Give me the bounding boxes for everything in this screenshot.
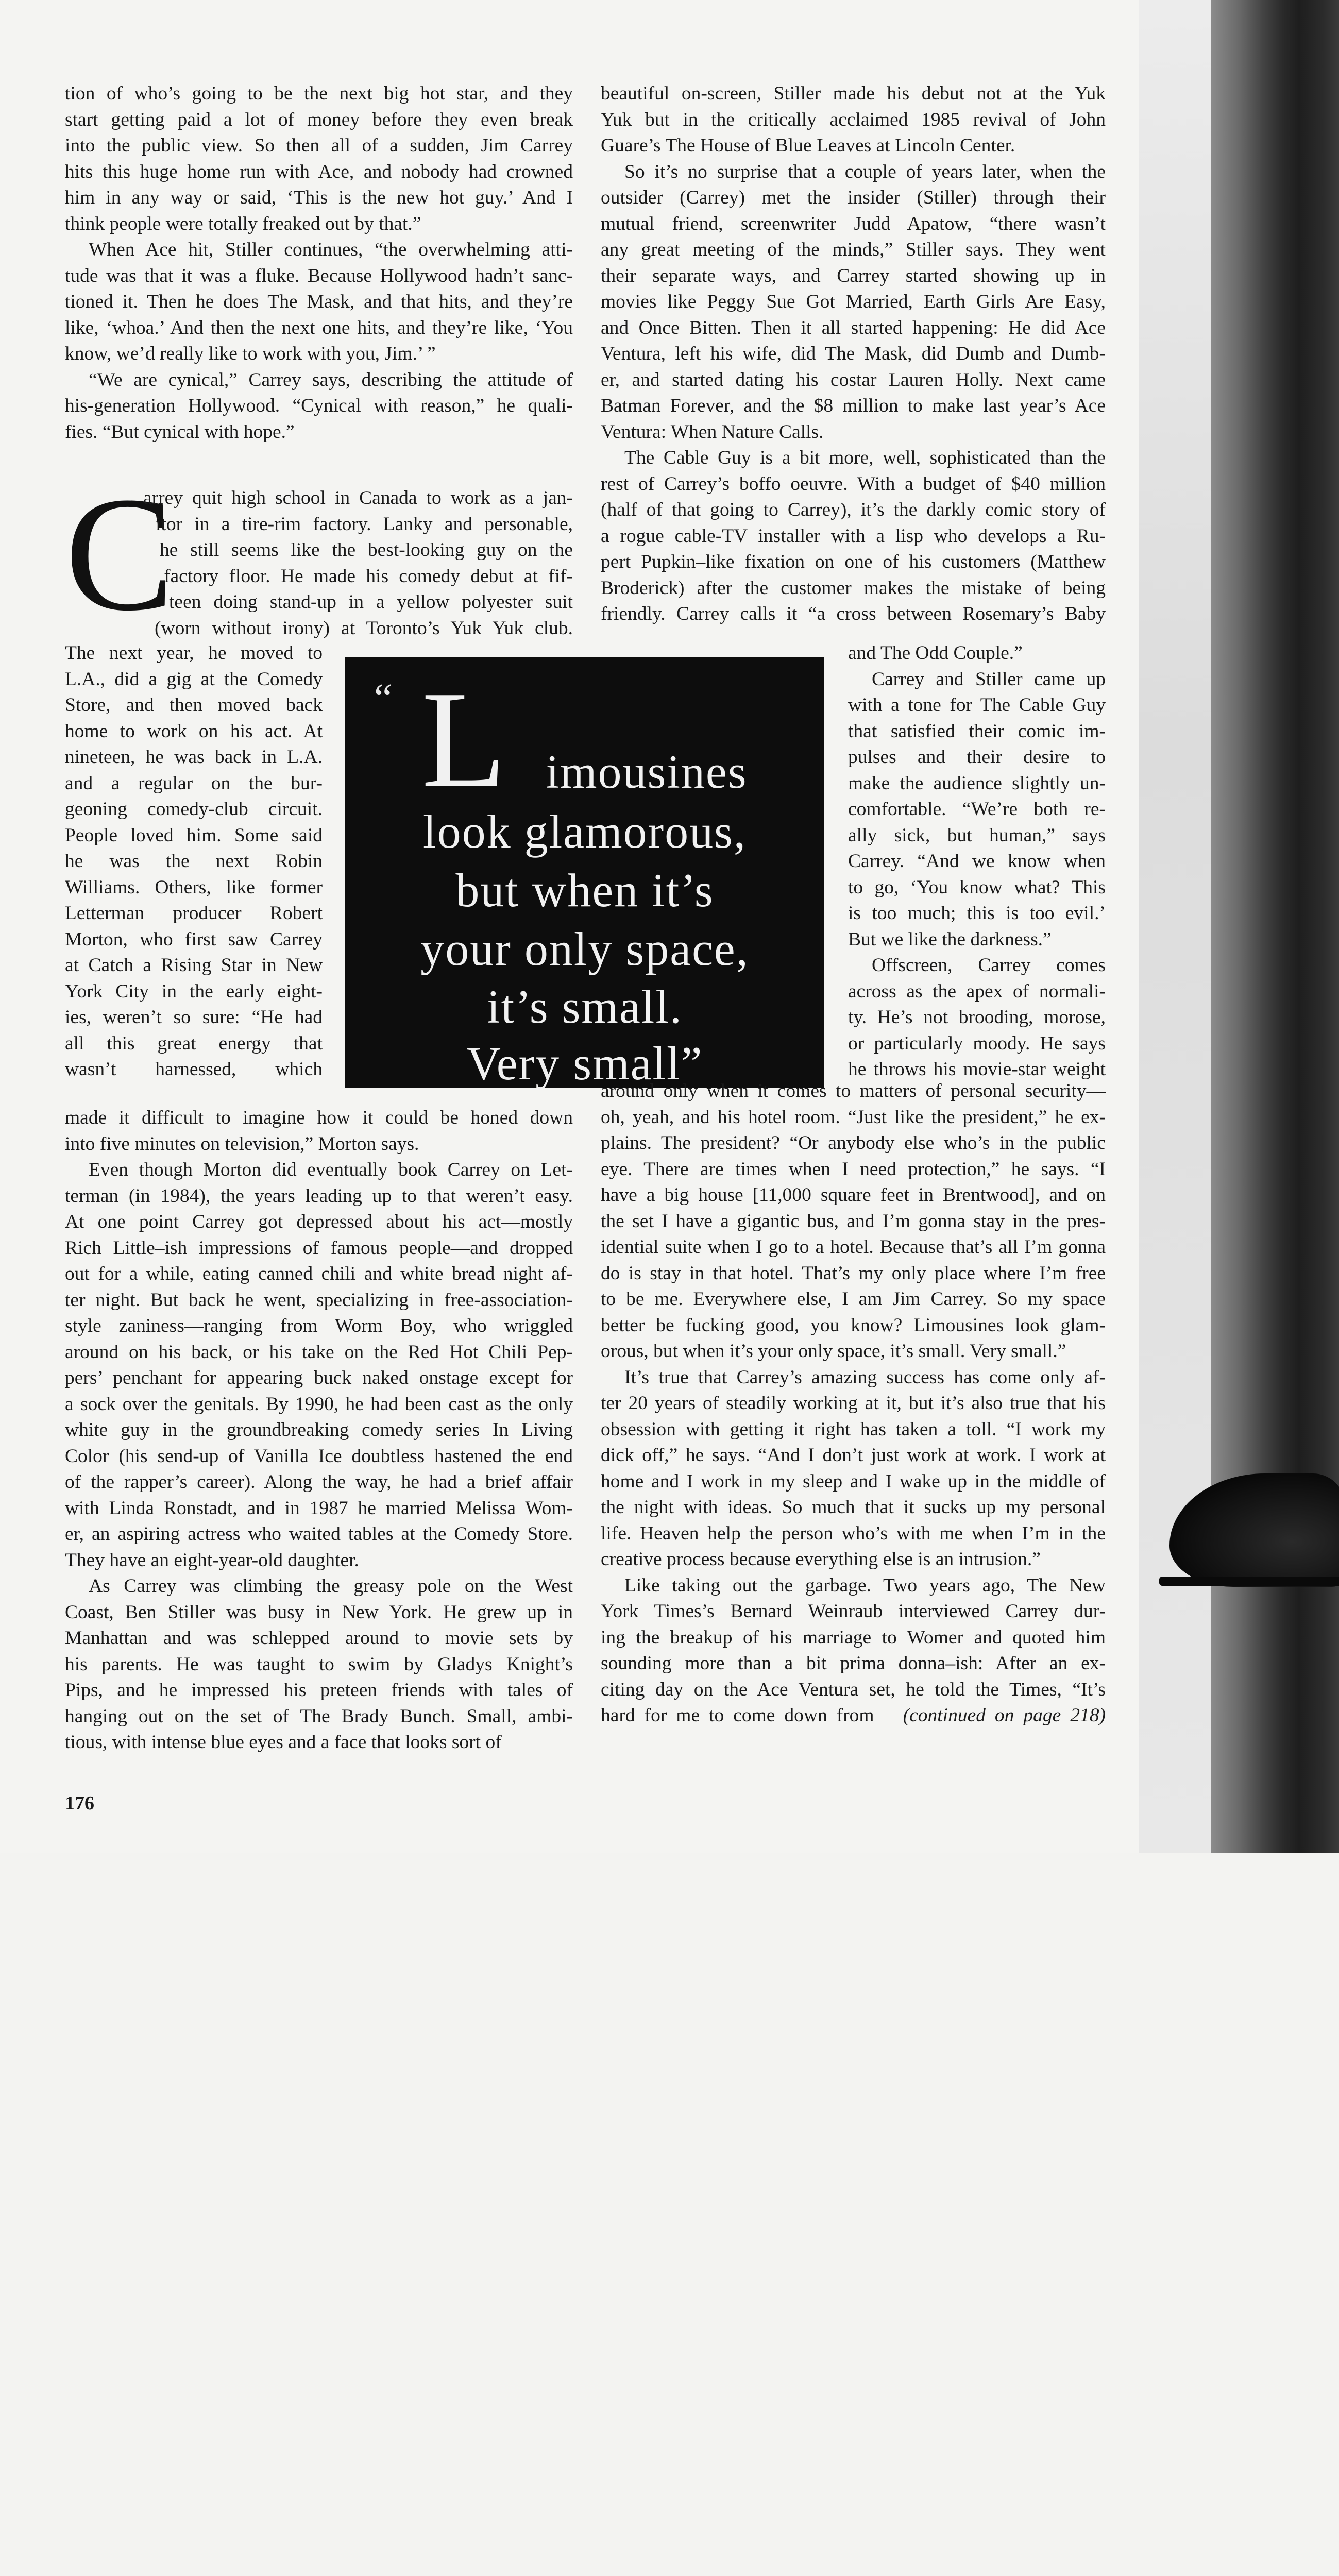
text-line: Ventura, left his wife, did The Mask, did Dumb and Dumb- bbox=[601, 343, 1106, 364]
text-line: nineteen, he was back in L.A. bbox=[65, 747, 323, 768]
text-line: factory floor. He made his comedy debut at fif- bbox=[164, 565, 573, 587]
text-line: Letterman producer Robert bbox=[65, 903, 323, 924]
text-line: out for a while, eating canned chili and white bread night af- bbox=[65, 1263, 573, 1284]
text-line: mutual friend, screenwriter Judd Apatow, “there wasn’t bbox=[601, 213, 1106, 234]
text-line: better be fucking good, you know? Limousines look glam- bbox=[601, 1314, 1106, 1336]
text-line: him in any way or said, ‘This is the new hot guy.’ And I bbox=[65, 187, 573, 208]
text-line: he throws his movie-star weight bbox=[848, 1059, 1106, 1080]
text-line: know, we’d really like to work with you, Jim.’ ” bbox=[65, 343, 436, 364]
text-line: comfortable. “We’re both re- bbox=[848, 799, 1106, 820]
text-line: It’s true that Carrey’s amazing success has come only af- bbox=[624, 1366, 1106, 1388]
text-line: ty. He’s not brooding, morose, bbox=[848, 1007, 1106, 1028]
pull-quote-line-2: look glamorous, bbox=[423, 805, 747, 858]
text-line: Rich Little–ish impressions of famous people—and dropped bbox=[65, 1237, 573, 1259]
text-line: into five minutes on television,” Morton says. bbox=[65, 1133, 419, 1155]
text-line: his parents. He was taught to swim by Gladys Knight’s bbox=[65, 1653, 573, 1675]
photo-strip bbox=[1139, 0, 1339, 1853]
text-line: a sock over the genitals. By 1990, he had been cast as the only bbox=[65, 1393, 573, 1415]
text-line: a rogue cable-TV installer with a lisp who develops a Ru- bbox=[601, 525, 1106, 547]
pull-quote-line-4: your only space, bbox=[420, 923, 749, 975]
text-line: As Carrey was climbing the greasy pole on the West bbox=[89, 1575, 573, 1597]
text-line: white guy in the groundbreaking comedy series In Living bbox=[65, 1419, 573, 1440]
text-line: York Times’s Bernard Weinraub interviewed Carrey dur- bbox=[601, 1601, 1106, 1622]
text-line-content: hard for me to come down from bbox=[601, 1705, 874, 1726]
photo-credit bbox=[1325, 1587, 1338, 2576]
continued-note: (continued on page 218) bbox=[903, 1705, 1106, 1726]
text-line: across as the apex of normali- bbox=[848, 980, 1106, 1002]
pull-quote-open-mark: “ bbox=[374, 676, 393, 721]
text-line: or particularly moody. He says bbox=[848, 1032, 1106, 1054]
text-line: Williams. Others, like former bbox=[65, 876, 323, 898]
text-line: the night with ideas. So much that it sucks up my personal bbox=[601, 1497, 1106, 1518]
text-line: pers’ penchant for appearing buck naked onstage except for bbox=[65, 1367, 573, 1388]
text-line: of the rapper’s career). Along the way, he had a brief affair bbox=[65, 1471, 573, 1493]
text-line: pulses and their desire to bbox=[848, 747, 1106, 768]
text-line: start getting paid a lot of money before they even break bbox=[65, 109, 573, 130]
text-line: Pips, and he impressed his preteen friends with tales of bbox=[65, 1680, 573, 1701]
text-line: Ventura: When Nature Calls. bbox=[601, 421, 824, 443]
text-line: The next year, he moved to bbox=[65, 642, 323, 664]
text-line: dick off,” he says. “And I don’t just work at work. I work at bbox=[601, 1445, 1106, 1466]
pull-quote-line-5: it’s small. bbox=[487, 980, 683, 1033]
text-line: At one point Carrey got depressed about his act—mostly bbox=[65, 1211, 573, 1232]
text-line: itor in a tire-rim factory. Lanky and personable, bbox=[156, 513, 573, 535]
text-line bbox=[601, 1703, 1106, 1729]
text-line: his-generation Hollywood. “Cynical with reason,” he quali- bbox=[65, 395, 573, 416]
text-line: fies. “But cynical with hope.” bbox=[65, 421, 295, 443]
text-line: friendly. Carrey calls it “a cross between Rosemary’s Baby bbox=[601, 603, 1106, 624]
text-line: Offscreen, Carrey comes bbox=[872, 955, 1106, 976]
pull-quote bbox=[345, 657, 824, 1088]
text-line: eye. There are times when I need protection,” he says. “I bbox=[601, 1158, 1106, 1180]
text-line: Like taking out the garbage. Two years ago, The New bbox=[624, 1574, 1106, 1596]
column-1-bottom bbox=[65, 1105, 573, 1756]
text-line: tious, with intense blue eyes and a face that looks sort of bbox=[65, 1732, 502, 1753]
text-line: do is stay in that hotel. That’s my only place where I’m free bbox=[601, 1262, 1106, 1284]
text-line: made it difficult to imagine how it could be honed down bbox=[65, 1107, 573, 1128]
text-line: beautiful on-screen, Stiller made his debut not at the Yuk bbox=[601, 83, 1106, 104]
text-line: that satisfied their comic im- bbox=[848, 720, 1106, 742]
text-line: around on his back, or his take on the Red Hot Chili Pep- bbox=[65, 1341, 573, 1363]
text-line: But we like the darkness.” bbox=[848, 928, 1052, 950]
column-2-bottom bbox=[601, 1078, 1106, 1729]
text-line: think people were totally freaked out by that.” bbox=[65, 213, 421, 234]
column-2-narrow bbox=[848, 640, 1106, 1083]
text-line: he was the next Robin bbox=[65, 851, 323, 872]
pull-quote-line-6: Very small” bbox=[466, 1037, 703, 1090]
text-line: ter 20 years of steadily working at it, but it’s also true that his bbox=[601, 1393, 1106, 1414]
text-line: York City in the early eight- bbox=[65, 980, 323, 1002]
text-line: wasn’t harnessed, which bbox=[65, 1059, 323, 1080]
text-line: the set I have a gigantic bus, and I’m gonna stay in the pres- bbox=[601, 1210, 1106, 1232]
text-line: They have an eight-year-old daughter. bbox=[65, 1549, 359, 1571]
text-line: home and I work in my sleep and I wake up in the middle of bbox=[601, 1470, 1106, 1492]
text-line: (worn without irony) at Toronto’s Yuk Yuk club. bbox=[155, 617, 573, 639]
text-line: Manhattan and was schlepped around to movie sets by bbox=[65, 1628, 573, 1649]
text-line: into the public view. So then all of a sudden, Jim Carrey bbox=[65, 135, 573, 156]
text-line: Carrey. “And we know when bbox=[848, 851, 1106, 872]
text-line: he still seems like the best-looking guy on the bbox=[160, 539, 573, 561]
text-line: creative process because everything else is an intrusion.” bbox=[601, 1549, 1041, 1570]
text-line: movies like Peggy Sue Got Married, Earth Girls Are Easy, bbox=[601, 291, 1106, 312]
text-line: (half of that going to Carrey), it’s the darkly comic story of bbox=[601, 499, 1106, 520]
column-2-top bbox=[601, 81, 1106, 628]
text-line: Carrey and Stiller came up bbox=[872, 668, 1106, 690]
text-line: and a regular on the bur- bbox=[65, 772, 323, 794]
text-line: ter night. But back he went, specializing in free-association- bbox=[65, 1289, 573, 1311]
text-line: and Once Bitten. Then it all started happening: He did Ace bbox=[601, 317, 1106, 338]
text-line: with a tone for The Cable Guy bbox=[848, 694, 1106, 716]
text-line: Color (his send-up of Vanilla Ice doubtless hastened the end bbox=[65, 1445, 573, 1467]
text-line: “We are cynical,” Carrey says, describing the attitude of bbox=[89, 369, 573, 391]
text-line: ies, weren’t so sure: “He had bbox=[65, 1007, 323, 1028]
page-number: 176 bbox=[65, 1792, 94, 1814]
text-line: to go, ‘You know what? This bbox=[848, 876, 1106, 898]
text-line: is too much; this is too evil.’ bbox=[848, 903, 1106, 924]
text-line: all this great energy that bbox=[65, 1032, 323, 1054]
pull-quote-line-1: imousines bbox=[546, 745, 748, 798]
text-line: tion of who’s going to be the next big hot star, and they bbox=[65, 83, 573, 104]
text-line: oh, yeah, and his hotel room. “Just like the president,” he ex- bbox=[601, 1106, 1106, 1128]
text-line: Even though Morton did eventually book Carrey on Let- bbox=[89, 1159, 573, 1180]
text-line: with Linda Ronstadt, and in 1987 he married Melissa Wom- bbox=[65, 1497, 573, 1519]
text-line: geoning comedy-club circuit. bbox=[65, 799, 323, 820]
text-line: People loved him. Some said bbox=[65, 824, 323, 846]
text-line: tioned it. Then he does The Mask, and that hits, and they’re bbox=[65, 291, 573, 312]
text-line: The Cable Guy is a bit more, well, sophisticated than the bbox=[624, 447, 1106, 468]
text-line: at Catch a Rising Star in New bbox=[65, 955, 323, 976]
pull-quote-line-3: but when it’s bbox=[455, 864, 714, 917]
text-line: Yuk but in the critically acclaimed 1985 revival of John bbox=[601, 109, 1106, 130]
drop-cap: C bbox=[65, 463, 175, 645]
text-line: style zaniness—ranging from Worm Boy, who wriggled bbox=[65, 1315, 573, 1336]
text-line: When Ace hit, Stiller continues, “the overwhelming atti- bbox=[89, 239, 573, 260]
text-line: er, an aspiring actress who waited tables at the Comedy Store. bbox=[65, 1523, 573, 1545]
text-line: er, and started dating his costar Lauren Holly. Next came bbox=[601, 369, 1106, 391]
text-line: hanging out on the set of The Brady Bunch. Small, ambi- bbox=[65, 1705, 573, 1727]
text-line: terman (in 1984), the years leading up to that weren’t easy. bbox=[65, 1185, 573, 1207]
pull-quote-initial: L bbox=[421, 663, 506, 817]
dropcap-paragraph bbox=[143, 485, 573, 641]
text-line: orous, but when it’s your only space, it’s small. Very small.” bbox=[601, 1341, 1066, 1362]
column-1-narrow bbox=[65, 640, 323, 1083]
text-line: tude was that it was a fluke. Because Hollywood hadn’t sanc- bbox=[65, 265, 573, 286]
text-line: like, ‘whoa.’ And then the next one hits, and they’re like, ‘You bbox=[65, 317, 573, 338]
text-line: around only when it comes to matters of personal security— bbox=[601, 1080, 1106, 1101]
text-line: ally sick, but human,” says bbox=[848, 824, 1106, 846]
text-line: Coast, Ben Stiller was busy in New York. He grew up in bbox=[65, 1601, 573, 1623]
column-1-top bbox=[65, 81, 573, 445]
text-line: Morton, who first saw Carrey bbox=[65, 928, 323, 950]
text-line: to be me. Everywhere else, I am Jim Carrey. So my space bbox=[601, 1289, 1106, 1310]
text-line: any great meeting of the minds,” Stiller says. They went bbox=[601, 239, 1106, 260]
text-line: So it’s no surprise that a couple of years later, when the bbox=[624, 161, 1106, 182]
text-line: teen doing stand-up in a yellow polyester suit bbox=[169, 591, 573, 613]
text-line: rest of Carrey’s boffo oeuvre. With a budget of $40 million bbox=[601, 473, 1106, 495]
text-line: idential suite when I go to a hotel. Because that’s all I’m gonna bbox=[601, 1236, 1106, 1258]
text-line: Broderick) after the customer makes the mistake of being bbox=[601, 577, 1106, 599]
text-line: outsider (Carrey) met the insider (Stiller) through their bbox=[601, 187, 1106, 208]
text-line: home to work on his act. At bbox=[65, 720, 323, 742]
text-line: citing day on the Ace Ventura set, he told the Times, “It’s bbox=[601, 1679, 1106, 1700]
text-line: their separate ways, and Carrey started showing up in bbox=[601, 265, 1106, 286]
text-line: make the audience slightly un- bbox=[848, 772, 1106, 794]
text-line: sounding more than a bit prima donna–ish: After an ex- bbox=[601, 1653, 1106, 1674]
text-line: have a big house [11,000 square feet in Brentwood], and on bbox=[601, 1184, 1106, 1206]
text-line: obsession with getting it right has taken a toll. “I work my bbox=[601, 1418, 1106, 1440]
text-line: L.A., did a gig at the Comedy bbox=[65, 668, 323, 690]
text-line: arrey quit high school in Canada to work as a jan- bbox=[143, 487, 573, 509]
text-line: Guare’s The House of Blue Leaves at Lincoln Center. bbox=[601, 135, 1015, 156]
text-line: plains. The president? “Or anybody else who’s in the public bbox=[601, 1132, 1106, 1154]
text-line: Store, and then moved back bbox=[65, 694, 323, 716]
text-line: ing the breakup of his marriage to Womer and quoted him bbox=[601, 1626, 1106, 1648]
text-line: life. Heaven help the person who’s with me when I’m in the bbox=[601, 1522, 1106, 1544]
shoe-sole bbox=[1159, 1577, 1339, 1586]
text-line: Batman Forever, and the $8 million to make last year’s Ace bbox=[601, 395, 1106, 416]
text-line: pert Pupkin–like fixation on one of his customers (Matthew bbox=[601, 551, 1106, 572]
text-line: hits this huge home run with Ace, and nobody had crowned bbox=[65, 161, 573, 182]
text-line: and The Odd Couple.” bbox=[848, 642, 1023, 664]
